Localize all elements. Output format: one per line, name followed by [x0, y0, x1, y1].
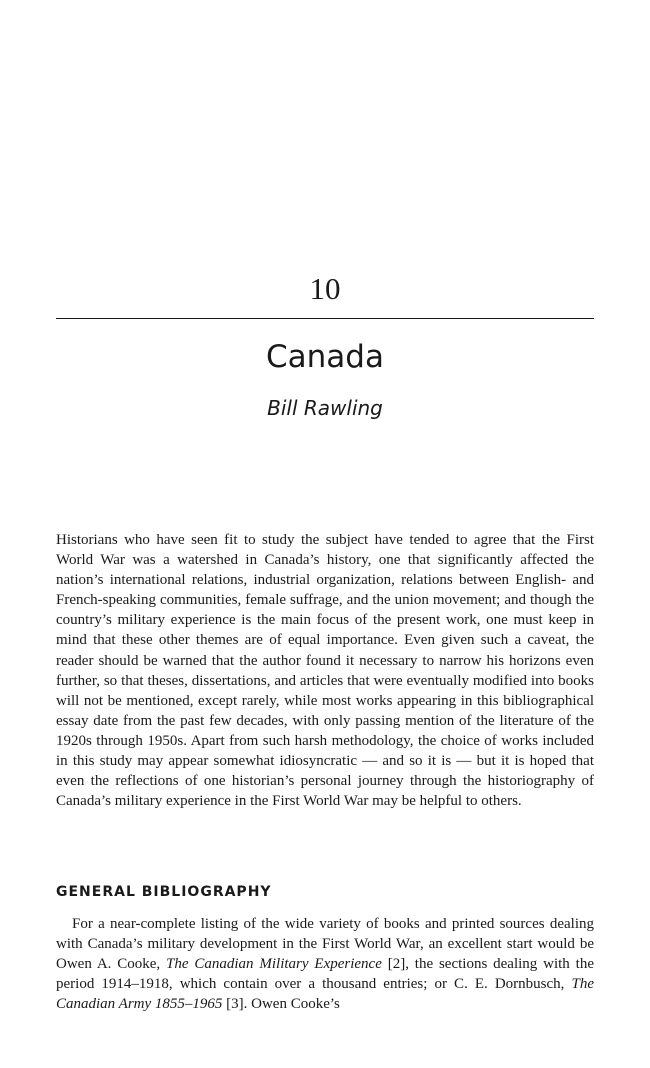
book-title: The Canadian Military Experience	[166, 956, 382, 973]
chapter-rule	[56, 318, 594, 319]
section-text-part: [3]. Owen Cooke’s	[222, 996, 340, 1013]
chapter-author: Bill Rawling	[267, 396, 383, 420]
chapter-number: 10	[309, 271, 341, 306]
section-text-part: For a near-complete listing of the wide variety of books and printed sources dealing with Canada’s military development in the First World War, an excellent start would be Owen A. Cooke,	[56, 916, 594, 973]
book-title: The Canadian Army 1855–1965	[56, 976, 594, 1013]
section-text-part: [2], the sections dealing with the period 1914–1918, which contain over a thousand entries; or C. E. Dornbusch,	[56, 956, 594, 993]
chapter-title: Canada	[266, 339, 384, 375]
section-heading: GENERAL BIBLIOGRAPHY	[56, 884, 272, 900]
intro-paragraph: Historians who have seen fit to study the subject have tended to agree that the First World War was a watershed in Canada’s history, one that significantly affected the nation’s international relations, industrial organization, relations between English- and French-speaking communities, female suffrage, and the union movement; and though the country’s military experience is the main focus of the present work, one must keep in mind that these other themes are of equal importance. Even given such a caveat, the reader should be warned that the author found it necessary to narrow his horizons even further, so that theses, dissertations, and articles that were eventually modified into books will not be mentioned, except rarely, while most works appearing in this bibliographical essay date from the past few decades, with only passing mention of the literature of the 1920s through 1950s. Apart from such harsh methodology, the choice of works included in this study may appear somewhat idiosyncratic — and so it is — but it is hoped that even the reflections of one historian’s personal journey through the historiography of Canada’s military experience in the First World War may be helpful to others.	[56, 532, 594, 810]
section-paragraph	[56, 914, 594, 1014]
